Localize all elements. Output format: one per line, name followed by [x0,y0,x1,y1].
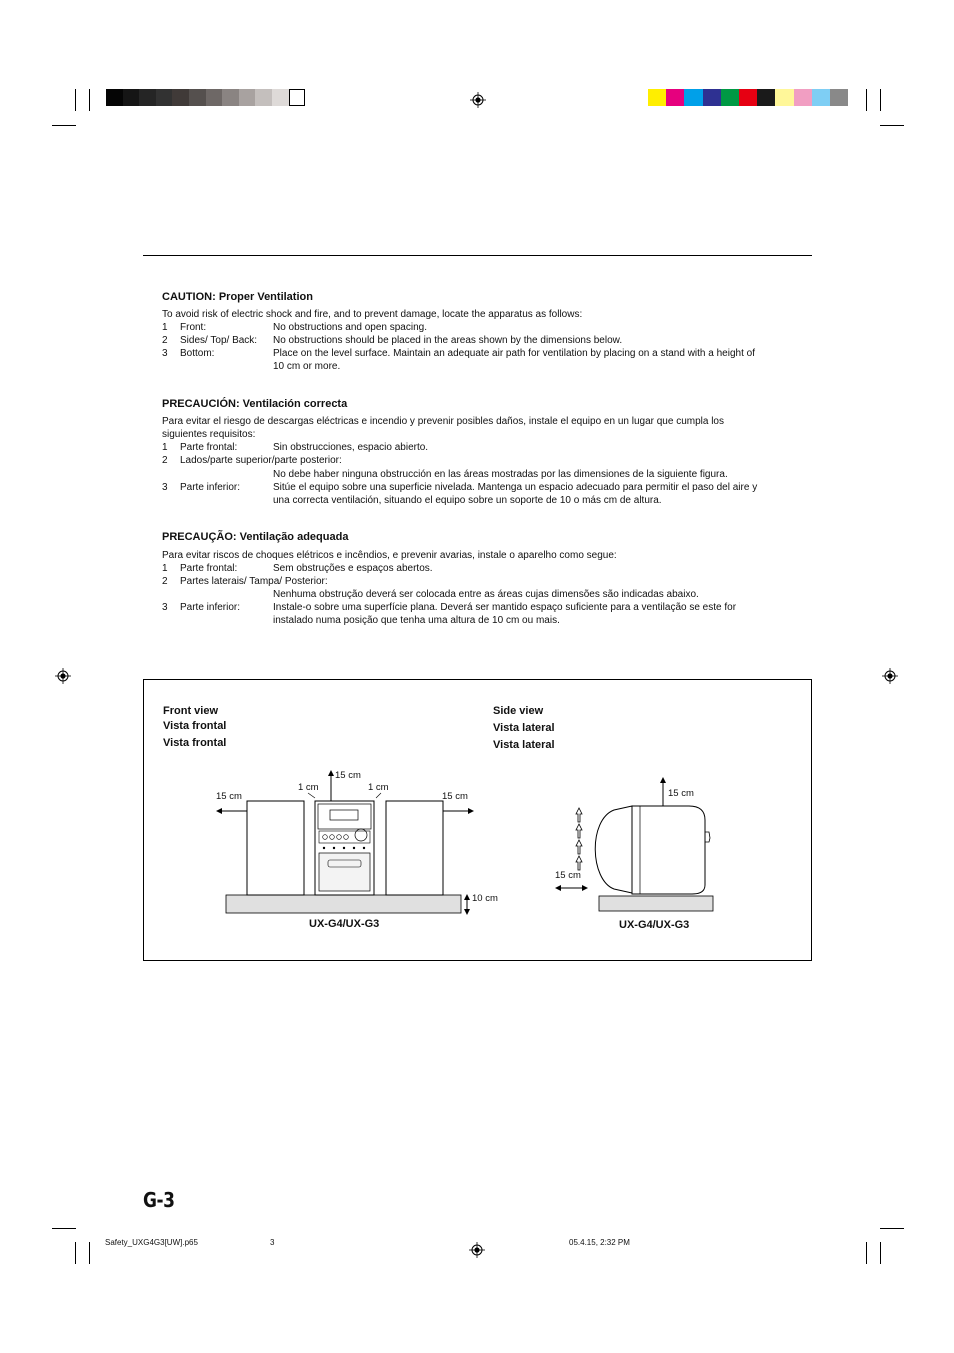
item-text: No debe haber ninguna obstrucción en las áreas mostradas por las dimensiones de la siguiente figura. [273,469,728,480]
color-swatch [830,89,848,106]
item-label: Front: [180,322,207,333]
item-number: 3 [162,602,168,613]
side-view-title: Side view [493,705,544,717]
dim-side-front: 15 cm [555,870,581,881]
gray-swatch [156,89,173,106]
item-text: Sem obstruções e espaços abertos. [273,563,433,574]
item-text-continued: 10 cm or more. [273,361,341,372]
intro-text-es: Para evitar el riesgo de descargas eléctricas e incendio y prevenir posibles daños, instale el equipo en un lugar que cumpla los [162,416,724,427]
crop-mark [52,125,76,126]
gray-swatch [272,89,289,106]
dim-side-top: 15 cm [668,788,694,799]
crop-mark [89,1242,90,1264]
item-number: 1 [162,322,168,333]
crop-mark [880,1228,904,1229]
item-text: Place on the level surface. Maintain an adequate air path for ventilation by placing on a stand with a height of [273,348,755,359]
gray-swatch [106,89,123,106]
side-view-title-pt: Vista lateral [493,739,555,751]
color-swatch [721,89,739,106]
item-label: Lados/parte superior/parte posterior: [180,455,342,466]
color-swatch [757,89,775,106]
page-number: G-3 [143,1188,175,1212]
crop-mark [89,89,90,111]
dim-front-gap-right: 1 cm [368,782,389,793]
crop-mark [880,125,904,126]
item-text: Nenhuma obstrução deverá ser colocada entre as áreas cujas dimensões são indicadas abaixo. [273,589,699,600]
item-number: 1 [162,563,168,574]
dim-front-left: 15 cm [216,791,242,802]
header-rule [143,255,812,256]
item-number: 3 [162,348,168,359]
item-number: 1 [162,442,168,453]
dim-front-bottom: 10 cm [472,893,498,904]
item-number: 2 [162,455,168,466]
section-title-en: CAUTION: Proper Ventilation [162,291,313,303]
crop-mark [75,89,76,111]
crop-mark [52,1228,76,1229]
registration-mark-icon [55,668,71,684]
item-number: 2 [162,335,168,346]
color-swatch [703,89,721,106]
gray-swatch [123,89,140,106]
crop-mark [880,1242,881,1264]
crop-mark [880,89,881,111]
item-label: Sides/ Top/ Back: [180,335,258,346]
gray-swatch [289,89,306,106]
registration-mark-icon [882,668,898,684]
footer-filename: Safety_UXG4G3[UW].p65 [105,1238,198,1247]
gray-swatch [239,89,256,106]
front-model-label: UX-G4/UX-G3 [309,918,380,930]
crop-mark [866,89,867,111]
gray-swatch [206,89,223,106]
color-swatch [739,89,757,106]
side-view-drawing [144,680,811,960]
intro-text-pt: Para evitar riscos de choques elétricos e incêndios, e prevenir avarias, instale o aparelho como segue: [162,550,617,561]
section-title-pt: PRECAUÇÃO: Ventilação adequada [162,531,349,543]
item-text-continued: instalado numa posição que tenha uma altura de 10 cm ou mais. [273,615,560,626]
item-label: Bottom: [180,348,215,359]
footer-page: 3 [270,1238,275,1247]
dim-front-right: 15 cm [442,791,468,802]
color-swatch [666,89,684,106]
intro-text-en: To avoid risk of electric shock and fire, and to prevent damage, locate the apparatus as follows: [162,309,583,320]
gray-swatch [139,89,156,106]
registration-mark-icon [470,92,486,108]
side-model-label: UX-G4/UX-G3 [619,919,690,931]
item-text: No obstructions should be placed in the areas shown by the dimensions below. [273,335,623,346]
item-text: Instale-o sobre uma superfície plana. Deverá ser mantido espaço suficiente para a ventilação se este for [273,602,737,613]
color-swatch [775,89,793,106]
item-label: Parte frontal: [180,563,238,574]
gray-swatch [189,89,206,106]
item-label: Partes laterais/ Tampa/ Posterior: [180,576,328,587]
ventilation-figure [143,679,812,961]
registration-mark-icon [469,1242,485,1258]
front-view-title-es: Vista frontal [163,720,227,732]
intro-text-es-continued: siguientes requisitos: [162,429,256,440]
color-swatch [794,89,812,106]
gray-swatch [222,89,239,106]
footer-date: 05.4.15, 2:32 PM [569,1238,630,1247]
section-title-es: PRECAUCIÓN: Ventilación correcta [162,398,348,410]
crop-mark [866,1242,867,1264]
dim-front-gap-left: 1 cm [298,782,319,793]
item-text: Sitúe el equipo sobre una superficie nivelada. Mantenga un espacio adecuado para permitir el paso del aire y [273,482,758,493]
item-number: 2 [162,576,168,587]
item-number: 3 [162,482,168,493]
item-label: Parte frontal: [180,442,238,453]
color-swatch [684,89,702,106]
crop-mark [75,1242,76,1264]
color-swatch [812,89,830,106]
color-swatch [648,89,666,106]
gray-swatch [172,89,189,106]
front-view-title: Front view [163,705,219,717]
dim-front-top: 15 cm [335,770,361,781]
item-text-continued: una correcta ventilación, situando el equipo sobre un soporte de 10 o más cm de altura. [273,495,662,506]
item-label: Parte inferior: [180,482,241,493]
item-text: No obstructions and open spacing. [273,322,427,333]
front-view-title-pt: Vista frontal [163,737,227,749]
side-view-title-es: Vista lateral [493,722,555,734]
gray-swatch [255,89,272,106]
item-text: Sin obstrucciones, espacio abierto. [273,442,429,453]
item-label: Parte inferior: [180,602,241,613]
